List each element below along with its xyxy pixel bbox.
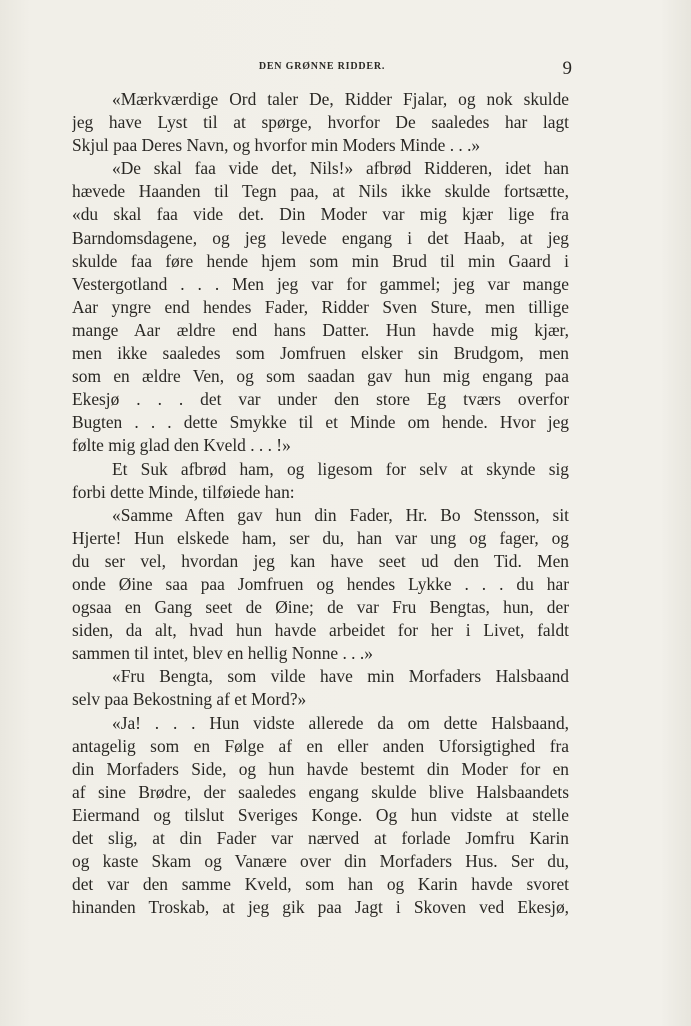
text-line: ogsaa en Gang seet de Øine; de var Fru Bengtas, hun, der: [72, 597, 569, 618]
text-line: «Samme Aften gav hun din Fader, Hr. Bo Stensson, sit: [112, 504, 569, 525]
text-line: Barndomsdagene, og jeg levede engang i det Haab, at jeg: [72, 227, 569, 248]
text-line: Et Suk afbrød ham, og ligesom for selv at skynde sig: [112, 458, 569, 479]
text-line: Aar yngre end hendes Fader, Ridder Sven Sture, men tillige: [72, 296, 569, 317]
page-number: 9: [562, 58, 572, 79]
text-line: selv paa Bekostning af et Mord?»: [72, 689, 307, 710]
text-line: jeg have Lyst til at spørge, hvorfor De saaledes har lagt: [72, 112, 569, 133]
text-line: skulde faa føre hende hjem som min Brud til min Gaard i: [72, 250, 569, 271]
text-line: «du skal faa vide det. Din Moder var mig kjær lige fra: [72, 204, 569, 225]
text-line: Eiermand og tilslut Sveriges Konge. Og hun vidste at stelle: [72, 804, 569, 825]
text-line: Hjerte! Hun elskede ham, ser du, han var ung og fager, og: [72, 527, 569, 548]
text-line: Ekesjø . . . det var under den store Eg tværs overfor: [72, 389, 569, 410]
text-line: siden, da alt, hvad hun havde arbeidet for her i Livet, faldt: [72, 620, 569, 641]
text-line: og kaste Skam og Vanære over din Morfaders Hus. Ser du,: [72, 851, 569, 872]
text-line: antagelig som en Følge af en eller anden Uforsigtighed fra: [72, 735, 569, 756]
text-line: men ikke saaledes som Jomfruen elsker sin Brudgom, men: [72, 343, 569, 364]
text-line: din Morfaders Side, og hun havde bestemt din Moder for en: [72, 758, 569, 779]
text-line: du ser vel, hvordan jeg kan have seet ud den Tid. Men: [72, 550, 569, 571]
text-line: mange Aar ældre end hans Datter. Hun havde mig kjær,: [72, 319, 569, 340]
text-line: som en ældre Ven, og som saadan gav hun mig engang paa: [72, 366, 569, 387]
text-line: «De skal faa vide det, Nils!» afbrød Ridderen, idet han: [112, 158, 569, 179]
text-line: «Mærkværdige Ord taler De, Ridder Fjalar, og nok skulde: [112, 89, 569, 109]
text-line: det slig, at din Fader var nærved at forlade Jomfru Karin: [72, 828, 569, 848]
text-line: «Ja! . . . Hun vidste allerede da om dette Halsbaand,: [112, 712, 569, 733]
text-line: sammen til intet, blev en hellig Nonne . . .»: [72, 643, 373, 664]
page-header: [72, 58, 572, 82]
text-line: Bugten . . . dette Smykke til et Minde om hende. Hvor jeg: [72, 412, 569, 433]
text-line: hævede Haanden til Tegn paa, at Nils ikke skulde fortsætte,: [72, 181, 569, 202]
text-line: Vestergotland . . . Men jeg var for gammel; jeg var mange: [72, 273, 569, 294]
text-line: forbi dette Minde, tilføiede han:: [72, 481, 295, 502]
text-line: hinanden Troskab, at jeg gik paa Jagt i Skoven ved Ekesjø,: [72, 897, 569, 918]
text-line: det var den samme Kveld, som han og Karin havde svoret: [72, 874, 569, 895]
text-line: «Fru Bengta, som vilde have min Morfaders Halsbaand: [112, 666, 569, 687]
text-line: følte mig glad den Kveld . . . !»: [72, 435, 291, 456]
text-line: onde Øine saa paa Jomfruen og hendes Lykke . . . du har: [72, 573, 569, 594]
text-line: Skjul paa Deres Navn, og hvorfor min Moders Minde . . .»: [72, 135, 481, 156]
text-line: af sine Brødre, der saaledes engang skulde blive Halsbaandets: [72, 781, 569, 802]
body-text: [72, 88, 569, 919]
running-head: DEN GRØNNE RIDDER.: [258, 61, 386, 72]
